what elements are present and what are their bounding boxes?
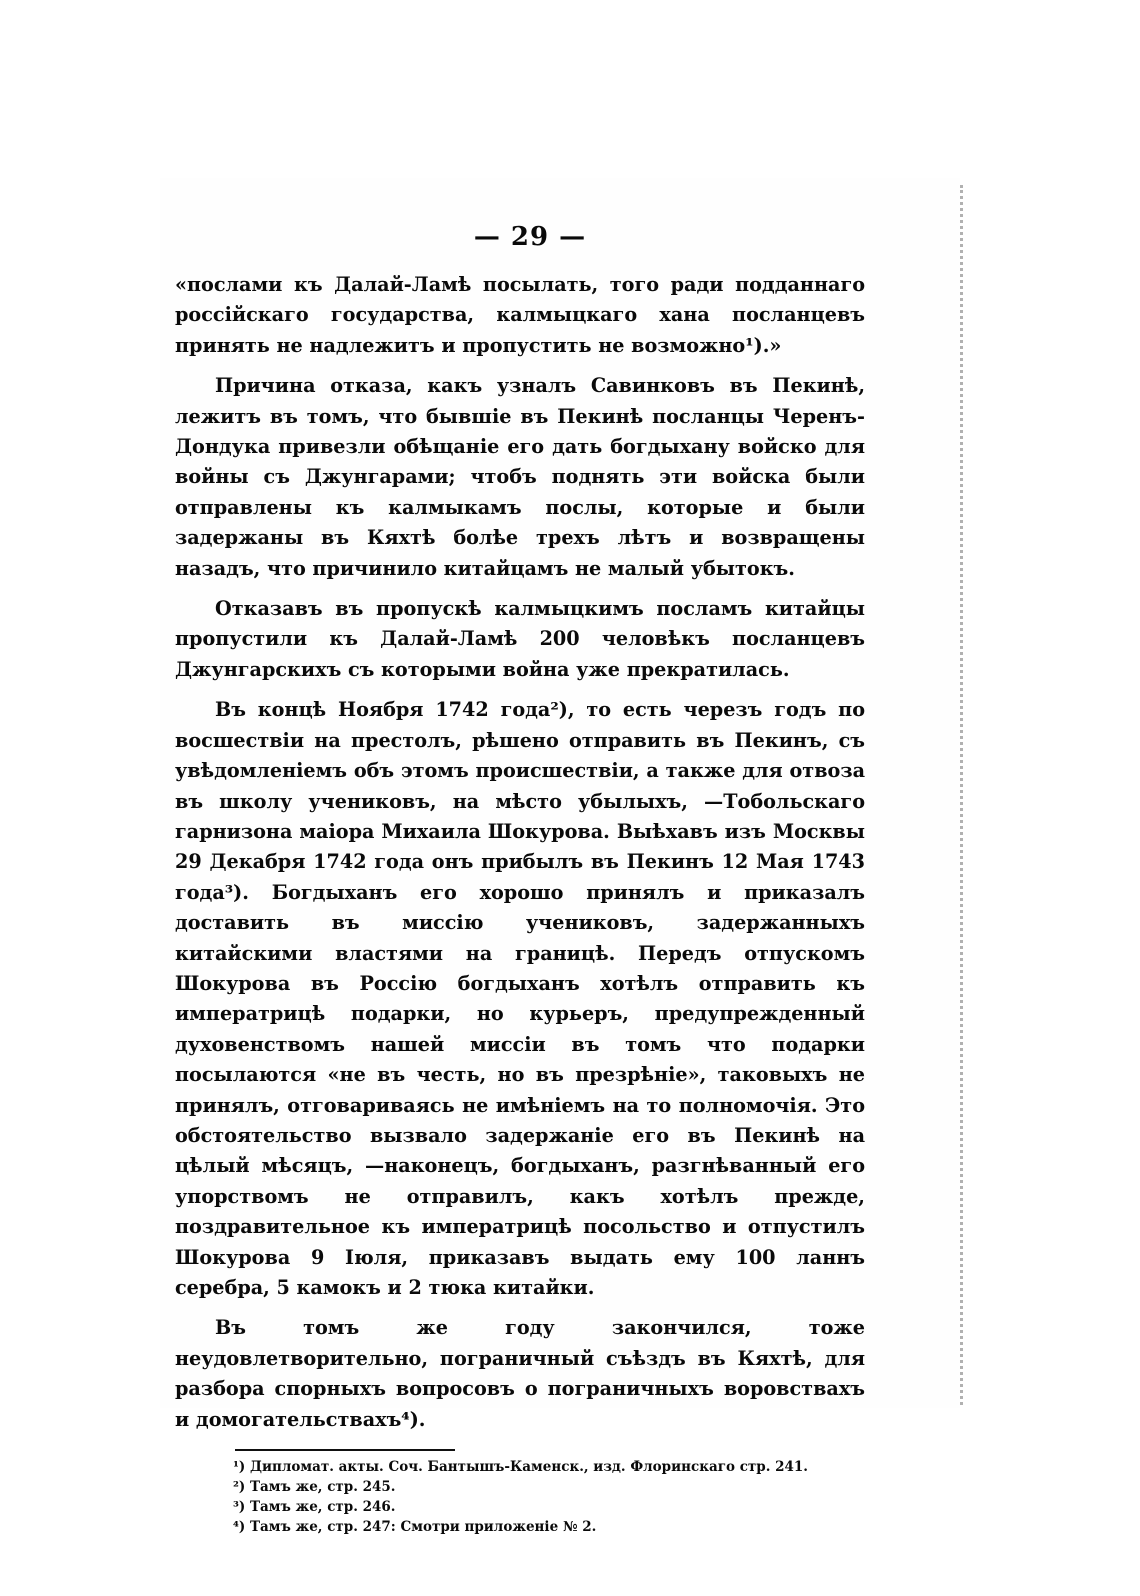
footnotes — [233, 1457, 865, 1537]
scan-edge-noise — [915, 185, 963, 1405]
page-number: — 29 — — [473, 222, 587, 252]
paragraph-2: Причина отказа, какъ узналъ Савинковъ въ Пекинѣ, лежитъ въ томъ, что бывшіе въ Пекинѣ посланцы Черенъ-Дондука привезли обѣщаніе его дать богдыхану войско для войны съ Джунгарами; чтобъ поднять эти войска были отправлены къ калмыкамъ послы, которые и были задержаны въ Кяхтѣ болѣе трехъ лѣтъ и возвращены назадъ, что причинило китайцамъ не малый убытокъ. — [175, 374, 865, 580]
paragraph-1: «послами къ Далай-Ламѣ посылать, того ради подданнаго россійскаго государства, калмыцкаго хана посланцевъ принять не надлежитъ и пропустить не возможно¹).» — [175, 273, 865, 357]
paragraph-5: Въ томъ же году закончился, тоже неудовлетворительно, пограничный съѣздъ въ Кяхтѣ, для разбора спорныхъ вопросовъ о пограничныхъ воровствахъ и домогательствахъ⁴). — [175, 1316, 865, 1431]
footnote-3: ³) Тамъ же, стр. 246. — [233, 1499, 396, 1516]
page-content — [175, 222, 865, 1537]
footnote-divider — [235, 1449, 455, 1451]
paragraph-4: Въ концѣ Ноября 1742 года²), то есть черезъ годъ по восшествіи на престолъ, рѣшено отправить въ Пекинъ, съ увѣдомленіемъ объ этомъ происшествіи, а также для отвоза въ школу учениковъ, на мѣсто убылыхъ, —Тобольскаго гарнизона маіора Михаила Шокурова. Выѣхавъ изъ Москвы 29 Декабря 1742 года онъ прибылъ въ Пекинъ 12 Мая 1743 года³). Богдыханъ его хорошо принялъ и приказалъ доставить въ миссію учениковъ, задержанныхъ китайскими властями на границѣ. Передъ отпускомъ Шокурова въ Россію богдыханъ хотѣлъ отправить къ императрицѣ подарки, но курьеръ, предупрежденный духовенствомъ нашей миссіи въ томъ что подарки посылаются «не въ честь, но въ презрѣніе», таковыхъ не принялъ, отговариваясь не имѣніемъ на то полномочія. Это обстоятельство вызвало задержаніе его въ Пекинѣ на цѣлый мѣсяцъ, —наконецъ, богдыханъ, разгнѣванный его упорствомъ не отправилъ, какъ хотѣлъ прежде, поздравительное къ императрицѣ посольство и отпустилъ Шокурова 9 Іюля, приказавъ выдать ему 100 ланнъ серебра, 5 камокъ и 2 тюка китайки. — [175, 698, 865, 1299]
footnote-4: ⁴) Тамъ же, стр. 247: Смотри приложеніе № 2. — [233, 1519, 597, 1536]
footnote-1: ¹) Дипломат. акты. Соч. Бантышъ-Каменск., изд. Флоринскаго стр. 241. — [233, 1459, 808, 1476]
paragraph-3: Отказавъ въ пропускѣ калмыцкимъ посламъ китайцы пропустили къ Далай-Ламѣ 200 человѣкъ посланцевъ Джунгарскихъ съ которыми война уже прекратилась. — [175, 597, 865, 681]
footnote-2: ²) Тамъ же, стр. 245. — [233, 1479, 396, 1496]
